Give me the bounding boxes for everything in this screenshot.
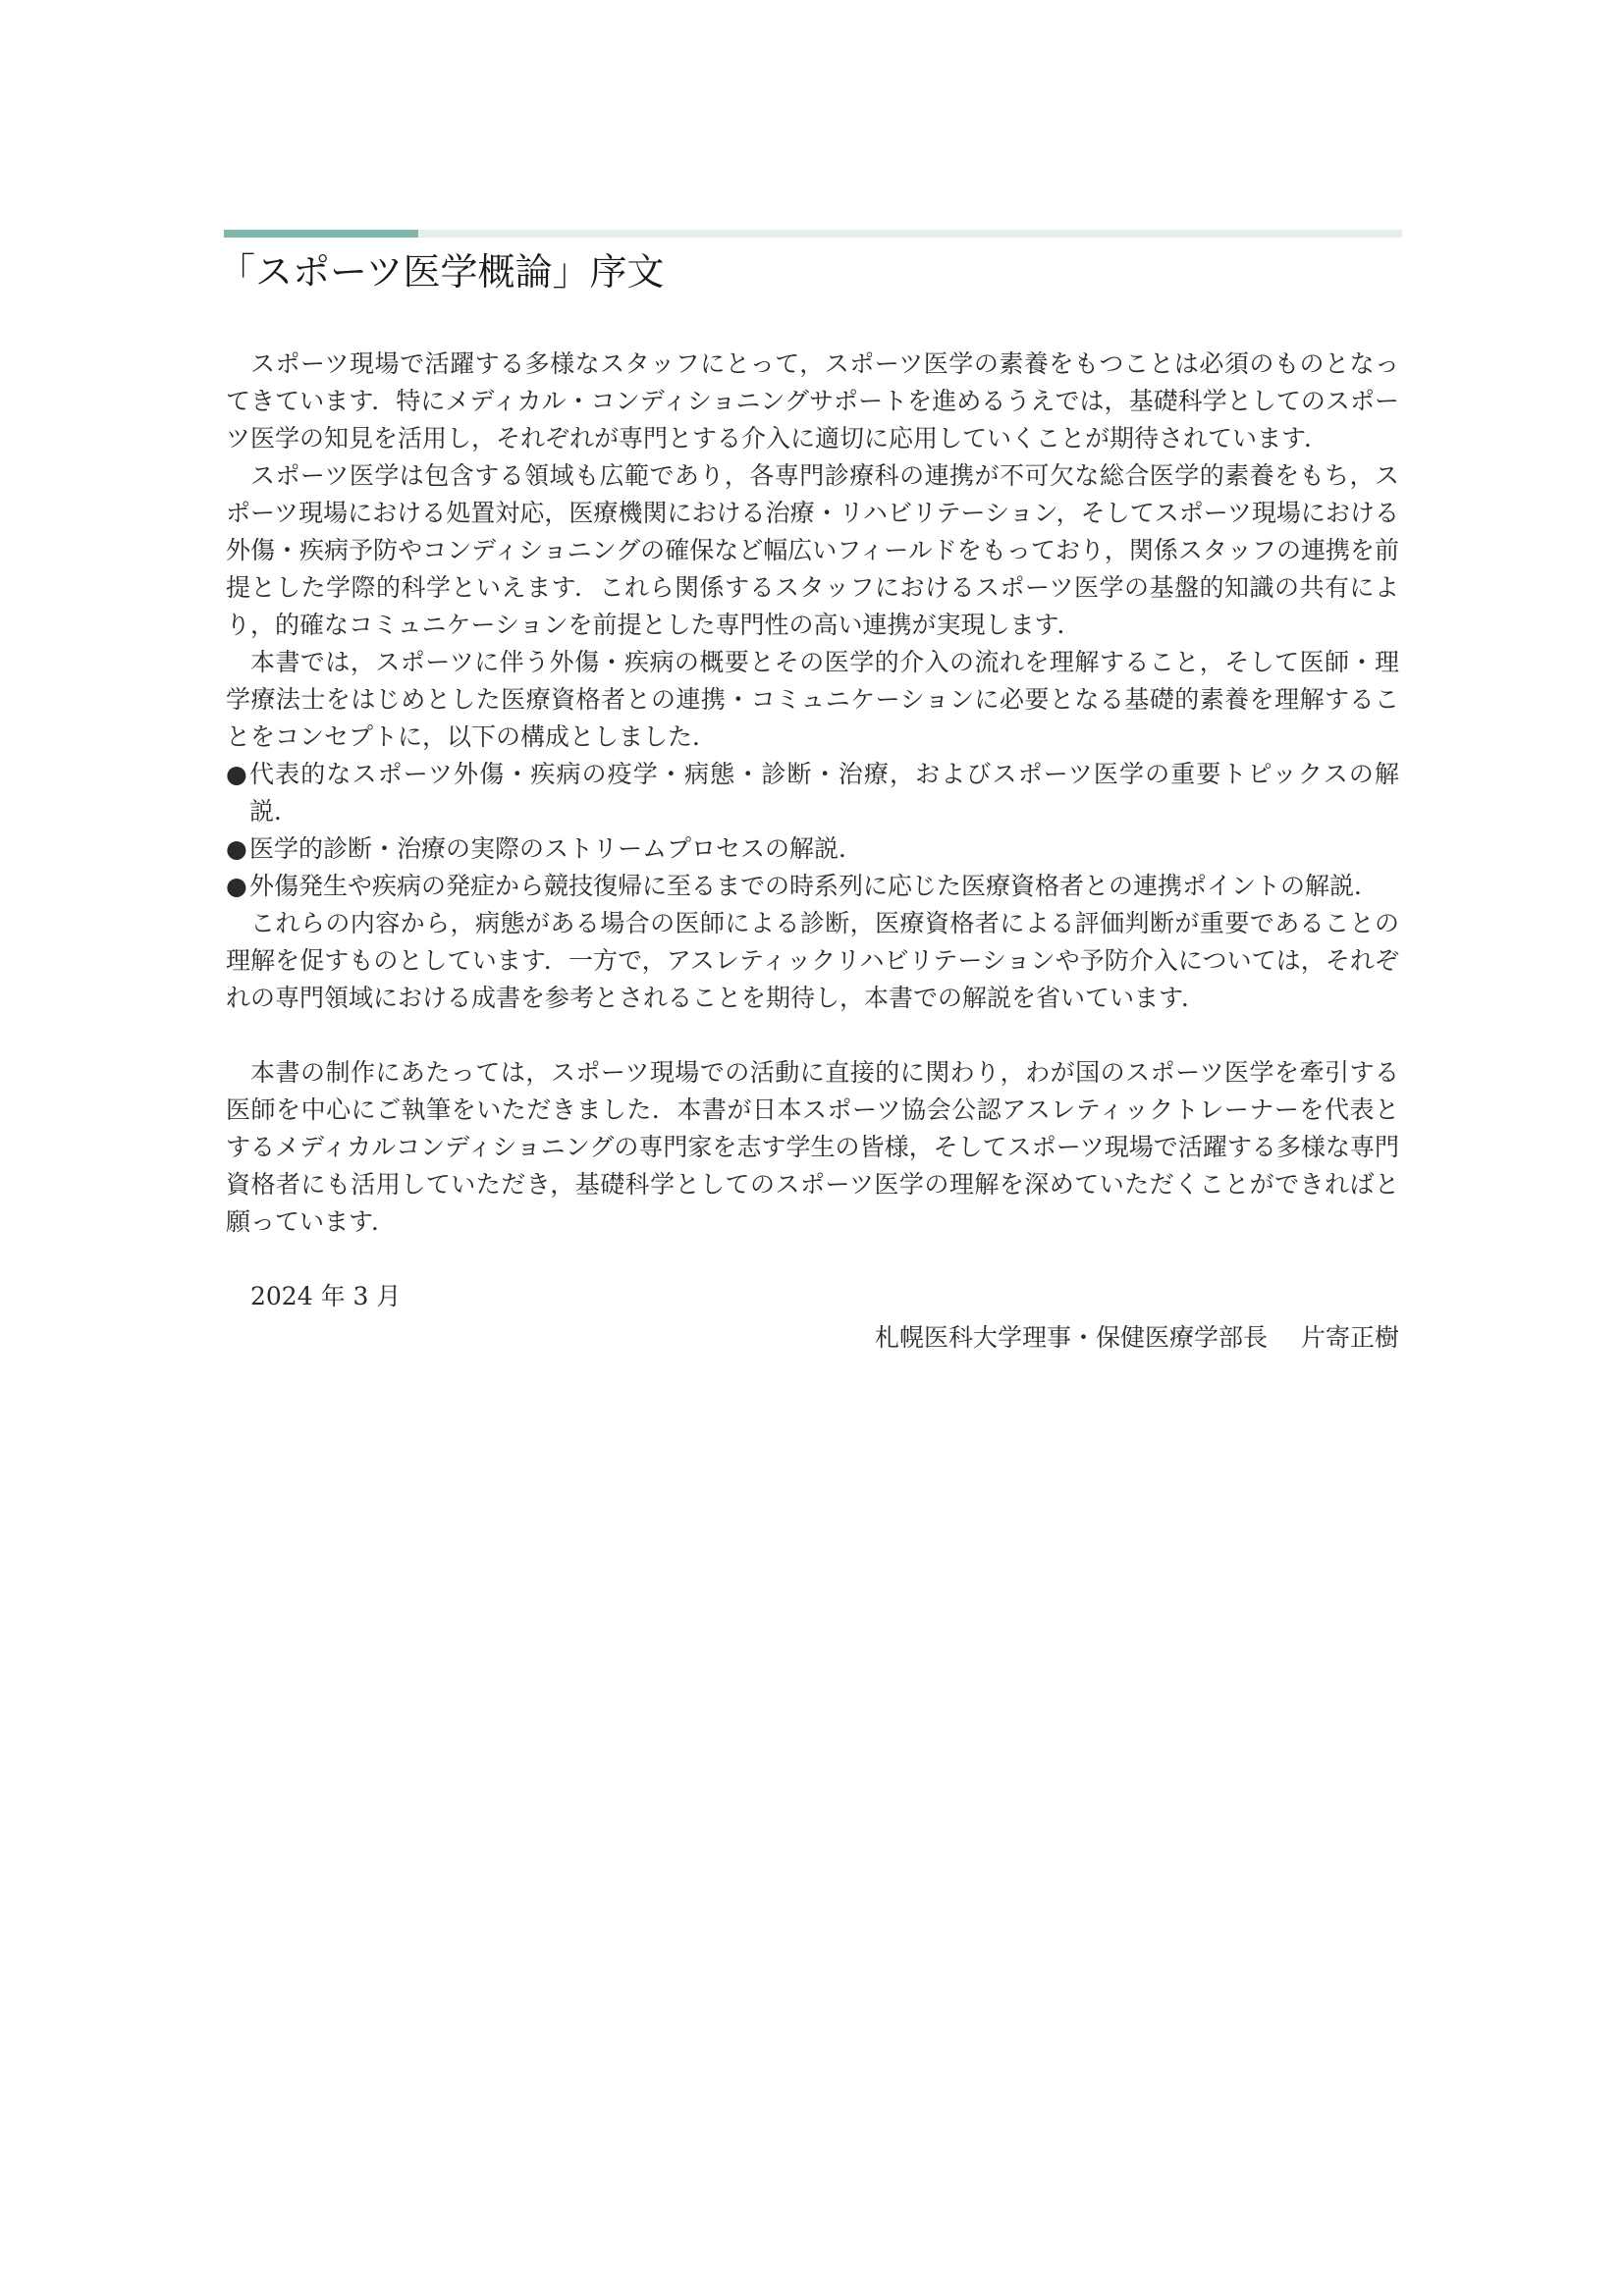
paragraph: 本書では，スポーツに伴う外傷・疾病の概要とその医学的介入の流れを理解すること，そして医師・理学療法士をはじめとした医療資格者との連携・コミュニケーションに必要となる基礎的素養を理解することをコンセプトに，以下の構成としました．: [226, 648, 1399, 751]
title-rule: [224, 230, 1402, 238]
bullet-icon: ●: [226, 834, 247, 863]
list-item: [226, 756, 1399, 830]
paragraph-spacer: [226, 1017, 1399, 1054]
contents-list: [226, 756, 1399, 905]
paragraph: これらの内容から，病態がある場合の医師による診断，医療資格者による評価判断が重要であることの理解を促すものとしています．一方で，アスレティックリハビリテーションや予防介入については，それぞれの専門領域における成書を参考とされることを期待し，本書での解説を省いています．: [226, 909, 1399, 1012]
author-name: 片寄正樹: [1300, 1323, 1399, 1352]
bullet-icon: ●: [226, 872, 247, 900]
preface-body: [226, 346, 1399, 1357]
title-rule-accent: [224, 230, 418, 238]
author-affiliation: 札幌医科大学理事・保健医療学部長: [874, 1323, 1268, 1352]
bullet-icon: ●: [226, 760, 247, 788]
list-item: [226, 868, 1399, 905]
list-item-text: 医学的診断・治療の実際のストリームプロセスの解説．: [249, 834, 864, 863]
preface-date: 2024 年 3 月: [250, 1282, 402, 1310]
signature: [226, 1319, 1399, 1357]
paragraph: スポーツ医学は包含する領域も広範であり，各専門診療科の連携が不可欠な総合医学的素養をもち，スポーツ現場における処置対応，医療機関における治療・リハビリテーション，そしてスポーツ現場における外傷・疾病予防やコンディショニングの確保など幅広いフィールドをもっており，関係スタッフの連携を前提とした学際的科学といえます．これら関係するスタッフにおけるスポーツ医学の基盤的知識の共有により，的確なコミュニケーションを前提とした専門性の高い連携が実現します．: [226, 461, 1399, 639]
paragraph: スポーツ現場で活躍する多様なスタッフにとって，スポーツ医学の素養をもつことは必須のものとなってきています．特にメディカル・コンディショニングサポートを進めるうえでは，基礎科学としてのスポーツ医学の知見を活用し，それぞれが専門とする介入に適切に応用していくことが期待されています．: [226, 349, 1399, 453]
list-item-text: 代表的なスポーツ外傷・疾病の疫学・病態・診断・治療，およびスポーツ医学の重要トピックスの解説．: [249, 760, 1399, 826]
page-title: 「スポーツ医学概論」序文: [218, 250, 665, 294]
paragraph: 本書の制作にあたっては，スポーツ現場での活動に直接的に関わり，わが国のスポーツ医学を牽引する医師を中心にご執筆をいただきました．本書が日本スポーツ協会公認アスレティックトレーナーを代表とするメディカルコンディショニングの専門家を志す学生の皆様，そしてスポーツ現場で活躍する多様な専門資格者にも活用していただき，基礎科学としてのスポーツ医学の理解を深めていただくことができればと願っています．: [226, 1058, 1399, 1236]
list-item: [226, 830, 1399, 868]
list-item-text: 外傷発生や疾病の発症から競技復帰に至るまでの時系列に応じた医療資格者との連携ポイントの解説．: [249, 872, 1380, 900]
